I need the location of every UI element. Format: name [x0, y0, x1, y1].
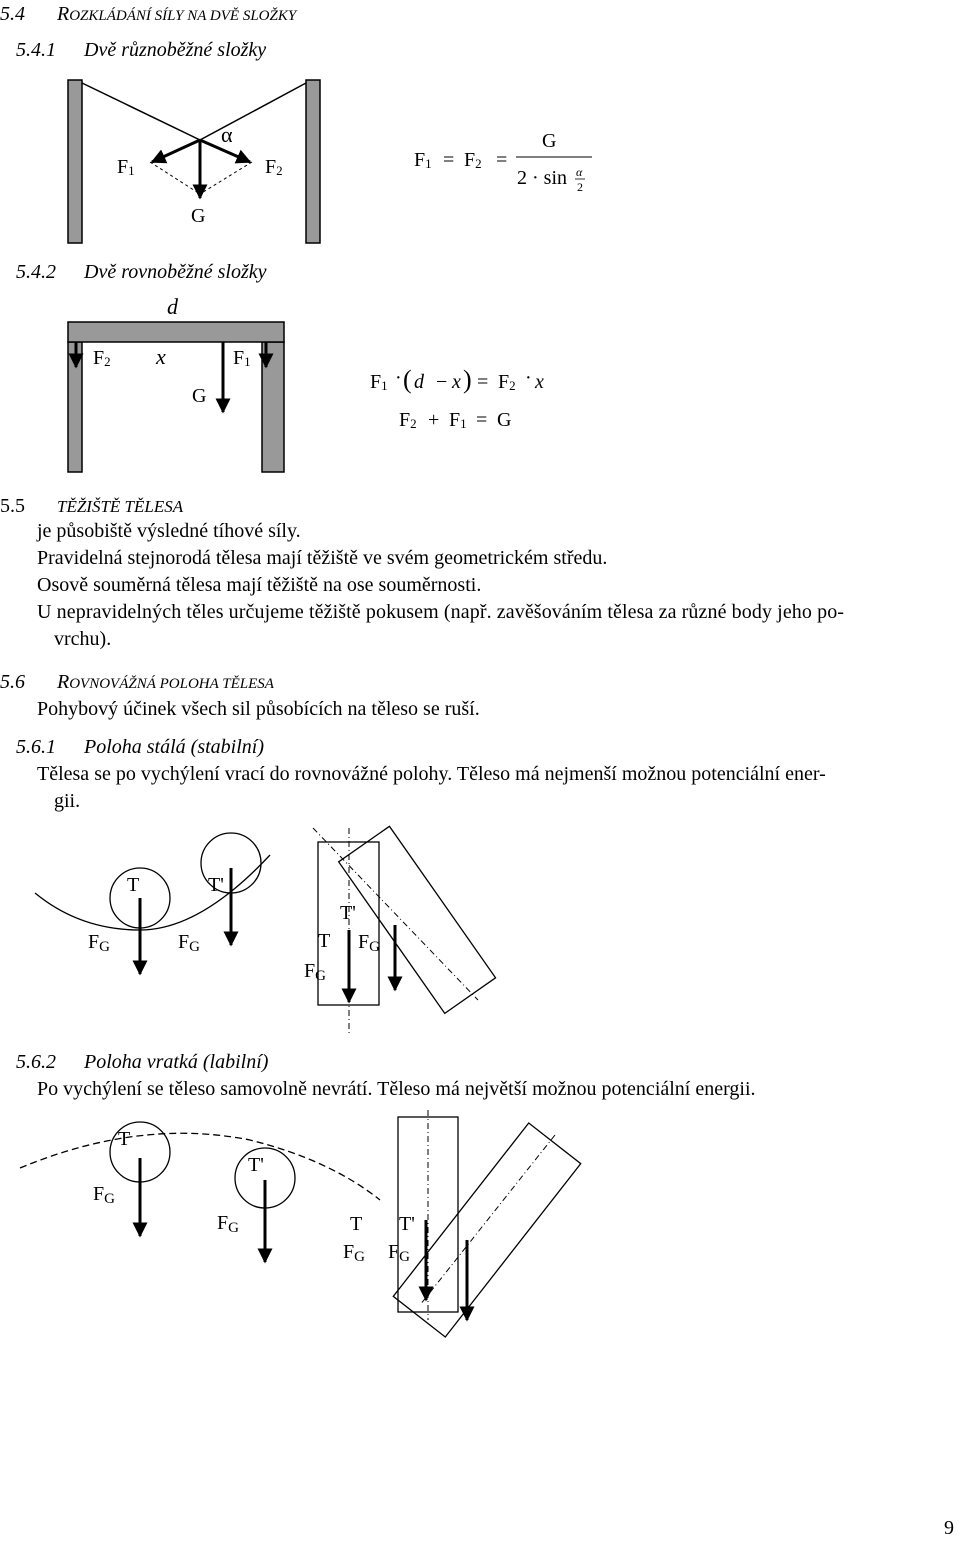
svg-text:2: 2 [577, 180, 583, 194]
tp-label: T' [248, 1154, 264, 1176]
section-number: 5.6.1 [16, 736, 56, 758]
svg-text:F1: F1 [449, 409, 467, 431]
fg-label-2: FG [178, 931, 200, 955]
axis-tilted [420, 1135, 555, 1305]
svg-text:+: + [428, 409, 440, 431]
svg-text:x: x [535, 371, 544, 393]
section-title: Dvě rovnoběžné složky [84, 261, 267, 283]
t-label: T [318, 930, 331, 952]
section-5-6-1-heading [16, 735, 264, 759]
paragraph-line: je působiště výsledné tíhové síly. [37, 520, 301, 542]
f2-label: F2 [265, 156, 283, 178]
svg-text:·: · [525, 367, 532, 389]
x-label: x [156, 344, 166, 369]
svg-text:=: = [476, 409, 488, 431]
tp-label: T' [399, 1213, 415, 1235]
paragraph-line: vrchu). [54, 628, 112, 650]
section-title: Poloha vratká (labilní) [84, 1051, 269, 1073]
rope-right [200, 83, 306, 140]
section-number: 5.6 [0, 671, 25, 693]
equation-torque [370, 365, 544, 431]
fg-label-4: FG [304, 960, 326, 984]
paragraph-line: Po vychýlení se těleso samovolně nevrátí. Těleso má největší možnou potenciální energii. [37, 1078, 756, 1100]
section-title-smallcaps: OZKLÁDÁNÍ SÍLY NA DVĚ SLOŽKY [69, 8, 297, 24]
svg-text:F2: F2 [498, 371, 516, 393]
section-number: 5.4.2 [16, 261, 56, 283]
svg-text:=: = [496, 149, 508, 171]
g-label: G [192, 385, 207, 407]
figure-stable-equilibrium [35, 826, 496, 1035]
fg-label-1: FG [93, 1183, 115, 1207]
g-label: G [191, 205, 206, 227]
section-title-smallcaps: OVNOVÁŽNÁ POLOHA TĚLESA [69, 676, 274, 692]
t-label: T [127, 874, 140, 896]
paragraph-line: Osově souměrná tělesa mají těžiště na ose souměrnosti. [37, 574, 482, 596]
figure-two-parallel-components [68, 294, 284, 472]
t-label: T [118, 1128, 131, 1150]
svg-text:(: ( [403, 365, 412, 394]
svg-text:−: − [436, 371, 448, 393]
fg-label-2: FG [217, 1212, 239, 1236]
svg-text:·: · [395, 367, 402, 389]
section-number: 5.5 [0, 495, 25, 517]
svg-text:F2: F2 [464, 149, 482, 171]
fg-label-3: FG [358, 931, 380, 955]
section-number: 5.6.2 [16, 1051, 56, 1073]
block-tilted [339, 826, 496, 1013]
f1-label: F1 [117, 156, 135, 178]
section-number: 5.4 [0, 3, 25, 25]
figure-labile-equilibrium [20, 1110, 581, 1337]
svg-text:F2: F2 [399, 409, 417, 431]
right-post [306, 80, 320, 243]
paragraph-line: Tělesa se po vychýlení vrací do rovnovážné polohy. Těleso má nejmenší možnou potenciální ener- [37, 763, 826, 785]
d-label: d [167, 294, 178, 319]
svg-text:2 · sin: 2 · sin [517, 167, 567, 189]
hill-curve [20, 1133, 380, 1200]
force-f1-arrow [152, 140, 200, 162]
parallelogram-left [150, 162, 200, 194]
alpha-label: α [221, 122, 233, 147]
figure-two-oblique-components [68, 80, 320, 243]
section-title: TĚŽIŠTĚ TĚLESA [57, 497, 184, 516]
paragraph-line: Pohybový účinek všech sil působících na těleso se ruší. [37, 698, 480, 720]
section-title: Poloha stálá (stabilní) [84, 736, 264, 758]
section-5-4-2-heading [16, 260, 267, 284]
svg-text:F1: F1 [414, 149, 432, 171]
svg-text:G: G [497, 409, 512, 431]
section-5-6-heading [0, 670, 274, 696]
svg-text:G: G [542, 130, 557, 152]
svg-text:=: = [477, 371, 489, 393]
t-label: T [350, 1213, 363, 1235]
f1-label: F1 [233, 347, 251, 369]
section-number: 5.4.1 [16, 39, 56, 61]
page-number: 9 [944, 1517, 954, 1539]
tp-label: T' [340, 902, 356, 924]
fg-label-1: FG [88, 931, 110, 955]
svg-text:d: d [414, 371, 424, 393]
parallelogram-right [200, 162, 252, 194]
fg-label-3: FG [343, 1241, 365, 1265]
section-5-6-2-heading [16, 1050, 268, 1074]
svg-text:F1: F1 [370, 371, 388, 393]
tp-label: T' [208, 874, 224, 896]
paragraph-line: Pravidelná stejnorodá tělesa mají těžiště ve svém geometrickém středu. [37, 547, 608, 569]
equation-f1-f2-g [414, 130, 592, 194]
svg-text:): ) [463, 365, 472, 394]
f2-label: F2 [93, 347, 111, 369]
left-post [68, 80, 82, 243]
fg-label-4: FG [388, 1241, 410, 1265]
svg-text:x: x [452, 371, 461, 393]
beam [68, 322, 284, 342]
block-tilted [393, 1123, 580, 1337]
paragraph-line: gii. [54, 790, 81, 812]
section-title-initial: R [57, 3, 70, 25]
section-title-initial: R [57, 671, 70, 693]
rope-left [82, 83, 200, 140]
svg-text:α: α [576, 165, 583, 179]
section-5-5-heading [0, 494, 183, 519]
section-title: Dvě různoběžné složky [84, 39, 267, 61]
paragraph-line: U nepravidelných těles určujeme těžiště pokusem (např. zavěšováním tělesa za různé body jeho po- [37, 601, 845, 623]
svg-text:=: = [443, 149, 455, 171]
